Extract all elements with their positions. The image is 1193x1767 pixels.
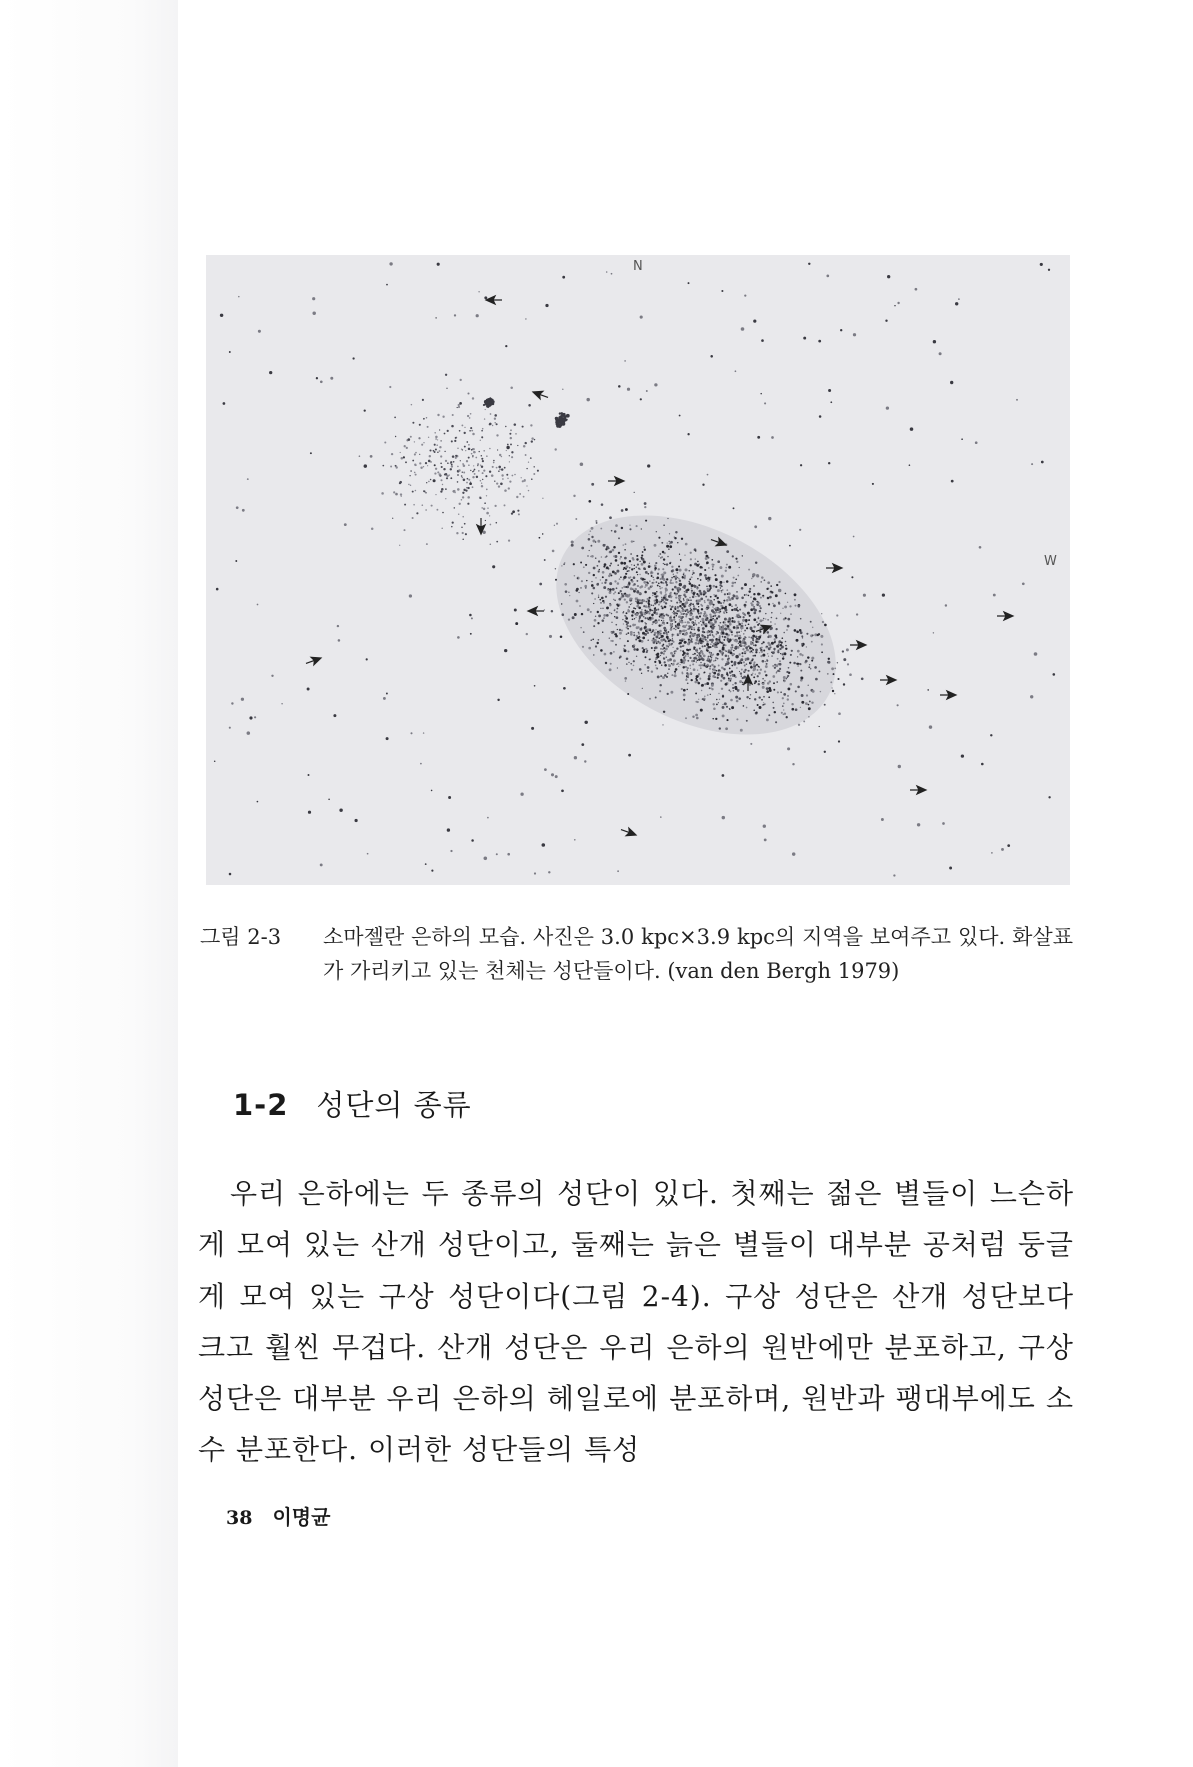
- running-author: 이명균: [272, 1505, 331, 1529]
- page-edge-shadow: [0, 0, 178, 1767]
- caption-text: 소마젤란 은하의 모습. 사진은 3.0 kpc×3.9 kpc의 지역을 보여주고 있다. 화살표가 가리키고 있는 천체는 성단들이다. (van den Bergh 1979): [323, 925, 1073, 983]
- star-field-photo: [206, 255, 1070, 885]
- body-paragraph: 우리 은하에는 두 종류의 성단이 있다. 첫째는 젊은 별들이 느슨하게 모여 있는 산개 성단이고, 둘째는 늙은 별들이 대부분 공처럼 둥글게 모여 있는 구상 성단이다(그림 2-4). 구상 성단은 산개 성단보다 크고 훨씬 무겁다. 산개 성단은 우리 은하의 원반에만 분포하고, 구상 성단은 대부분 우리 은하의 헤일로에 분포하며, 원반과 팽대부에도 소수 분포한다. 이러한 성단들의 특성: [198, 1177, 1074, 1467]
- caption-label: 그림 2-3: [200, 925, 282, 949]
- section-heading: [233, 1083, 472, 1124]
- compass-west-label: W: [1044, 554, 1057, 569]
- galaxy-photo-figure: [206, 255, 1070, 885]
- section-number: 1-2: [233, 1088, 289, 1122]
- page-footer: [226, 1501, 330, 1530]
- compass-north-label: N: [633, 259, 643, 274]
- page-number: 38: [226, 1507, 253, 1529]
- section-title: 성단의 종류: [316, 1088, 472, 1122]
